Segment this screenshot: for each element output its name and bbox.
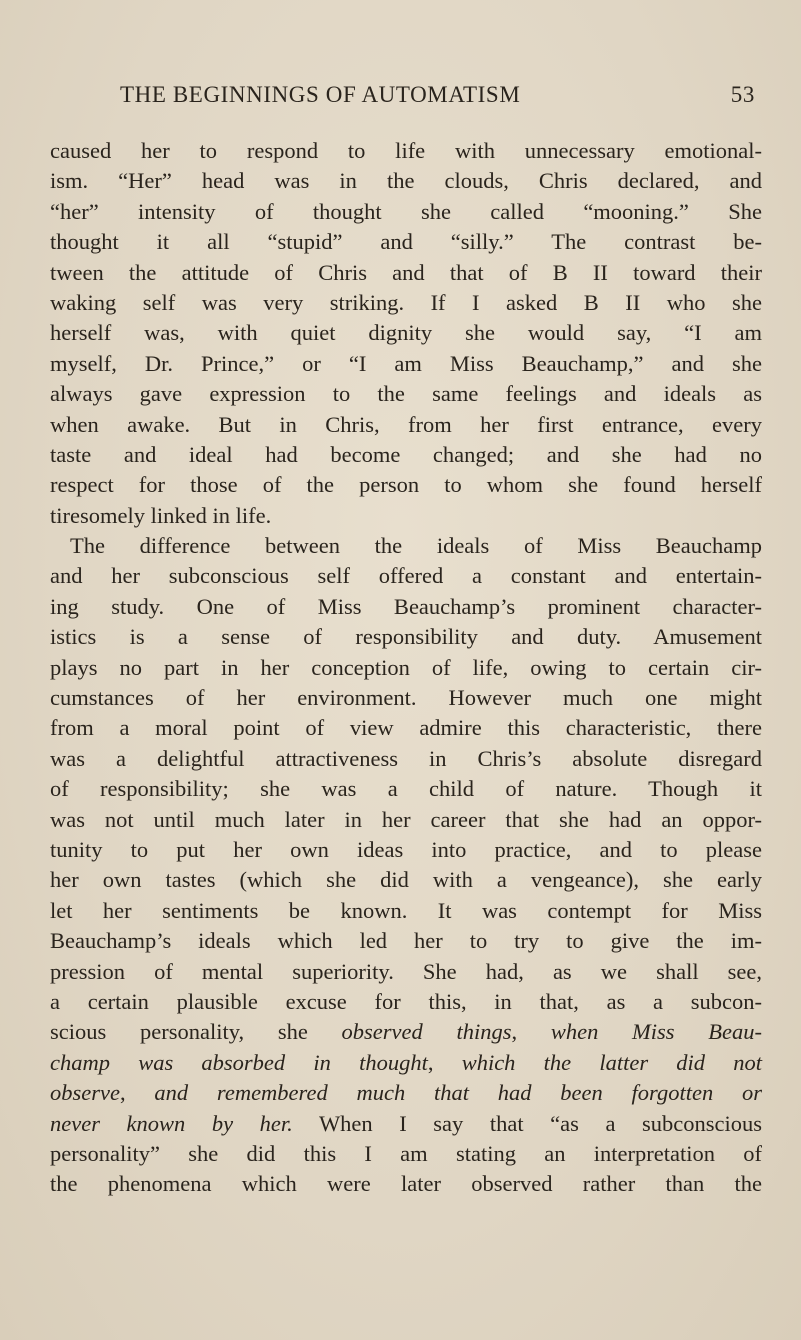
text-line: a certain plausible excuse for this, in that, as a subcon- — [50, 988, 762, 1014]
text-line: when awake. But in Chris, from her first entrance, every — [50, 411, 762, 437]
text-line: was not until much later in her career that she had an oppor- — [50, 806, 762, 832]
page-number: 53 — [730, 82, 755, 107]
text-line: let her sentiments be known. It was contempt for Miss — [50, 897, 762, 923]
text-line: Beauchamp’s ideals which led her to try to give the im- — [50, 928, 762, 954]
text-line: respect for those of the person to whom she found herself — [50, 472, 762, 498]
text-line: never known by her. When I say that “as a subconscious — [50, 1110, 763, 1136]
text-line: champ was absorbed in thought, which the latter did not — [50, 1049, 763, 1075]
text-line: always gave expression to the same feelings and ideals as — [50, 381, 762, 407]
text-line: myself, Dr. Prince,” or “I am Miss Beauchamp,” and she — [50, 350, 762, 376]
text-line: cumstances of her environment. However much one might — [50, 685, 762, 711]
text-line: observe, and remembered much that had been forgotten or — [50, 1080, 762, 1106]
text-line: her own tastes (which she did with a vengeance), she early — [50, 867, 762, 893]
text-line: herself was, with quiet dignity she would say, “I am — [50, 320, 762, 346]
text-line: from a moral point of view admire this characteristic, there — [50, 715, 762, 741]
text-line: caused her to respond to life with unnecessary emotional- — [50, 138, 762, 163]
text-line: The difference between the ideals of Miss Beauchamp — [70, 533, 762, 559]
text-line: tiresomely linked in life. — [50, 502, 272, 528]
text-line: scious personality, she observed things, when Miss Beau- — [50, 1019, 762, 1045]
running-header — [60, 82, 760, 116]
text-line: “her” intensity of thought she called “mooning.” She — [50, 198, 762, 224]
text-line: was a delightful attractiveness in Chris’s absolute disregard — [50, 745, 762, 771]
text-line: istics is a sense of responsibility and duty. Amusement — [50, 624, 762, 650]
text-line: personality” she did this I am stating an interpretation of — [50, 1140, 762, 1166]
text-line: taste and ideal had become changed; and she had no — [50, 441, 762, 467]
text-line: and her subconscious self offered a constant and entertain- — [50, 563, 762, 589]
text-line: ing study. One of Miss Beauchamp’s prominent character- — [50, 593, 762, 619]
body-text — [50, 136, 762, 1200]
running-title: THE BEGINNINGS OF AUTOMATISM — [120, 82, 521, 107]
text-line: waking self was very striking. If I asked B II who she — [50, 289, 762, 315]
text-line: tunity to put her own ideas into practice, and to please — [50, 836, 762, 862]
text-line: pression of mental superiority. She had, as we shall see, — [50, 958, 762, 984]
text-line: tween the attitude of Chris and that of B II toward their — [50, 259, 762, 285]
text-line: the phenomena which were later observed rather than the — [50, 1171, 762, 1197]
text-line: plays no part in her conception of life, owing to certain cir- — [50, 654, 762, 680]
text-line: thought it all “stupid” and “silly.” The contrast be- — [50, 229, 762, 255]
text-line: ism. “Her” head was in the clouds, Chris declared, and — [50, 168, 762, 194]
text-line: of responsibility; she was a child of nature. Though it — [50, 776, 762, 802]
